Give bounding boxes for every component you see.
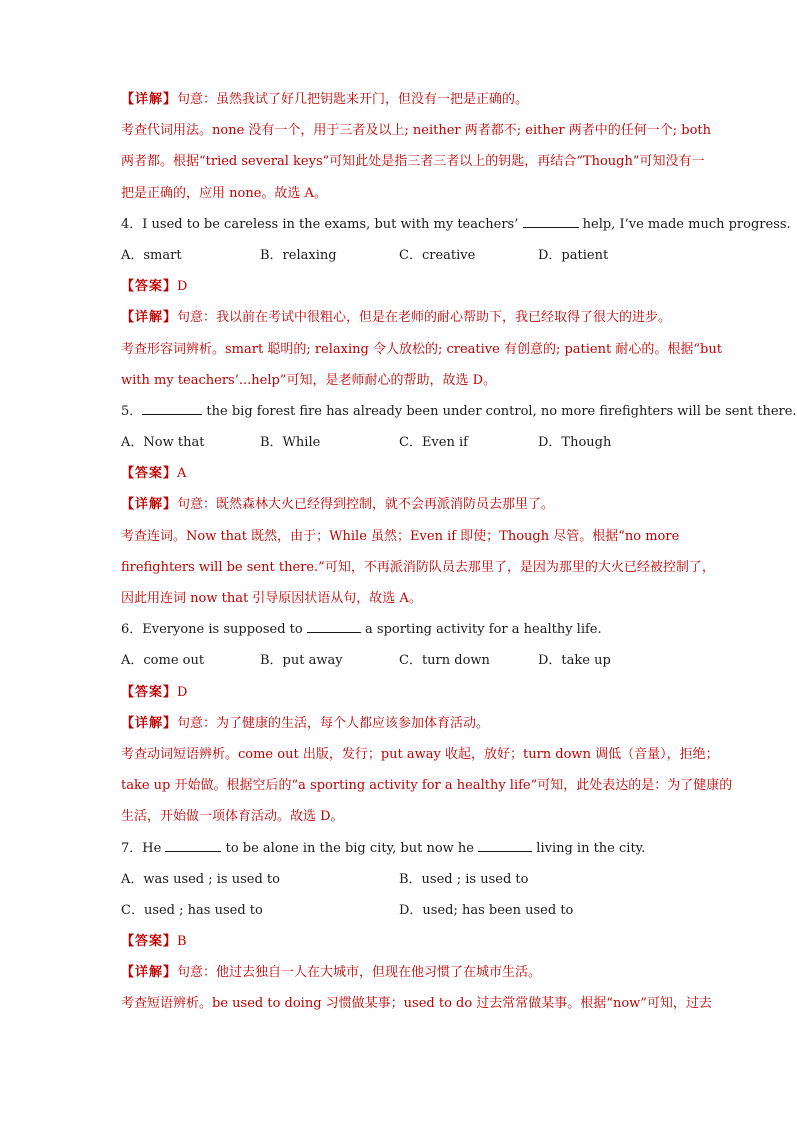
- answer-line: [121, 926, 721, 957]
- document-page: [121, 84, 797, 1020]
- answer-blank: [142, 400, 202, 415]
- answer-line: [121, 271, 721, 302]
- question-stem: [121, 396, 797, 427]
- answer-tag: 【答案】: [121, 279, 178, 295]
- stem-text: living in the city.: [536, 840, 646, 856]
- option: D．patient: [538, 247, 609, 263]
- option: C．used ; has used to: [121, 902, 263, 918]
- explain-tag: 【详解】: [121, 965, 178, 981]
- explain-tag: 【详解】: [121, 92, 178, 107]
- option: D．take up: [538, 653, 611, 669]
- option: B．relaxing: [260, 247, 337, 263]
- question-stem: [121, 209, 791, 240]
- answer-tag: 【答案】: [121, 934, 178, 950]
- explain-tag: 【详解】: [121, 497, 178, 513]
- explain-line: 把是正确的，应用 none。故选 A。: [121, 185, 327, 201]
- answer-tag: 【答案】: [121, 684, 178, 700]
- explain-line: 考查代词用法。none 没有一个，用于三者及以上; neither 两者都不; either 两者中的任何一个; both: [121, 123, 712, 139]
- explain-line: 考查动词短语辨析。come out 出版，发行；put away 收起，放好；turn down 调低（音量），拒绝；: [121, 746, 719, 762]
- explain-line: 两者都。根据“tried several keys”可知此处是指三者三者以上的钥匙，再结合“Though”可知没有一: [121, 154, 705, 170]
- explain-text: 句意：我以前在考试中很粗心，但是在老师的耐心帮助下，我已经取得了很大的进步。: [177, 310, 672, 326]
- explain-text: 句意：虽然我试了好几把钥匙来开门，但没有一把是正确的。: [177, 92, 529, 107]
- answer-blank: [307, 618, 361, 633]
- options-row: [121, 240, 721, 271]
- stem-text: a sporting activity for a healthy life.: [365, 622, 602, 638]
- explain-line: [121, 489, 721, 520]
- answer-tag: 【答案】: [121, 466, 178, 482]
- stem-text: to be alone in the big city, but now he: [225, 840, 474, 856]
- explain-line: take up 开始做。根据空后的“a sporting activity for a healthy life”可知，此处表达的是：为了健康的: [121, 778, 733, 794]
- explain-tag: 【详解】: [121, 715, 178, 731]
- option: B．put away: [260, 653, 343, 669]
- stem-text: 5．: [121, 403, 143, 419]
- explain-line: [121, 708, 721, 739]
- option: C．creative: [399, 247, 476, 263]
- answer-blank: [478, 837, 532, 852]
- option: C．Even if: [399, 435, 468, 451]
- question-stem: [121, 833, 721, 864]
- options-row: [121, 645, 721, 676]
- option: A．was used ; is used to: [121, 871, 280, 887]
- stem-text: 7．He: [121, 840, 162, 856]
- explain-line: 考查连词。Now that 既然，由于；While 虽然；Even if 即使；Though 尽管。根据“no more: [121, 528, 680, 544]
- answer-blank: [165, 837, 221, 852]
- option: C．turn down: [399, 653, 490, 669]
- options-row: [121, 427, 721, 458]
- answer-value: D: [177, 684, 188, 700]
- explain-tag: 【详解】: [121, 310, 178, 326]
- explain-line: 因此用连词 now that 引导原因状语从句，故选 A。: [121, 591, 422, 606]
- explain-text: 句意：为了健康的生活，每个人都应该参加体育活动。: [177, 715, 490, 731]
- explain-line: [121, 84, 721, 115]
- stem-text: 4．I used to be careless in the exams, but with my teachers’: [121, 216, 519, 232]
- answer-value: A: [177, 466, 187, 482]
- option: B．While: [260, 435, 321, 451]
- explain-line: [121, 302, 721, 333]
- explain-line: firefighters will be sent there.”可知，不再派消防队员去那里了，是因为那里的大火已经被控制了，: [121, 559, 715, 575]
- explain-text: 句意：他过去独自一人在大城市，但现在他习惯了在城市生活。: [177, 965, 542, 981]
- option: D．Though: [538, 435, 612, 451]
- answer-line: [121, 677, 721, 708]
- explain-line: 考查形容词辨析。smart 聪明的; relaxing 令人放松的; creative 有创意的; patient 耐心的。根据“but: [121, 341, 722, 357]
- stem-text: 6．Everyone is supposed to: [121, 622, 303, 638]
- option: B．used ; is used to: [399, 871, 529, 887]
- answer-value: D: [177, 279, 188, 295]
- answer-blank: [523, 213, 579, 228]
- option: A．smart: [121, 247, 182, 263]
- option: A．come out: [121, 653, 205, 669]
- option: A．Now that: [121, 435, 205, 451]
- question-stem: [121, 614, 721, 645]
- explain-line: 考查短语辨析。be used to doing 习惯做某事；used to do 过去常常做某事。根据“now”可知，过去: [121, 996, 712, 1012]
- explain-line: [121, 957, 721, 988]
- explain-line: 生活，开始做一项体育活动。故选 D。: [121, 809, 344, 825]
- stem-text: the big forest fire has already been under control, no more firefighters will be sent there.: [206, 403, 797, 419]
- answer-line: [121, 458, 721, 489]
- explain-line: with my teachers’...help”可知，是老师耐心的帮助，故选 D。: [121, 372, 496, 388]
- options-row: [121, 864, 721, 895]
- options-row: [121, 895, 721, 926]
- explain-text: 句意：既然森林大火已经得到控制，就不会再派消防员去那里了。: [177, 497, 555, 513]
- option: D．used; has been used to: [399, 902, 574, 918]
- stem-text: help, I’ve made much progress.: [582, 216, 791, 232]
- answer-value: B: [177, 934, 187, 950]
